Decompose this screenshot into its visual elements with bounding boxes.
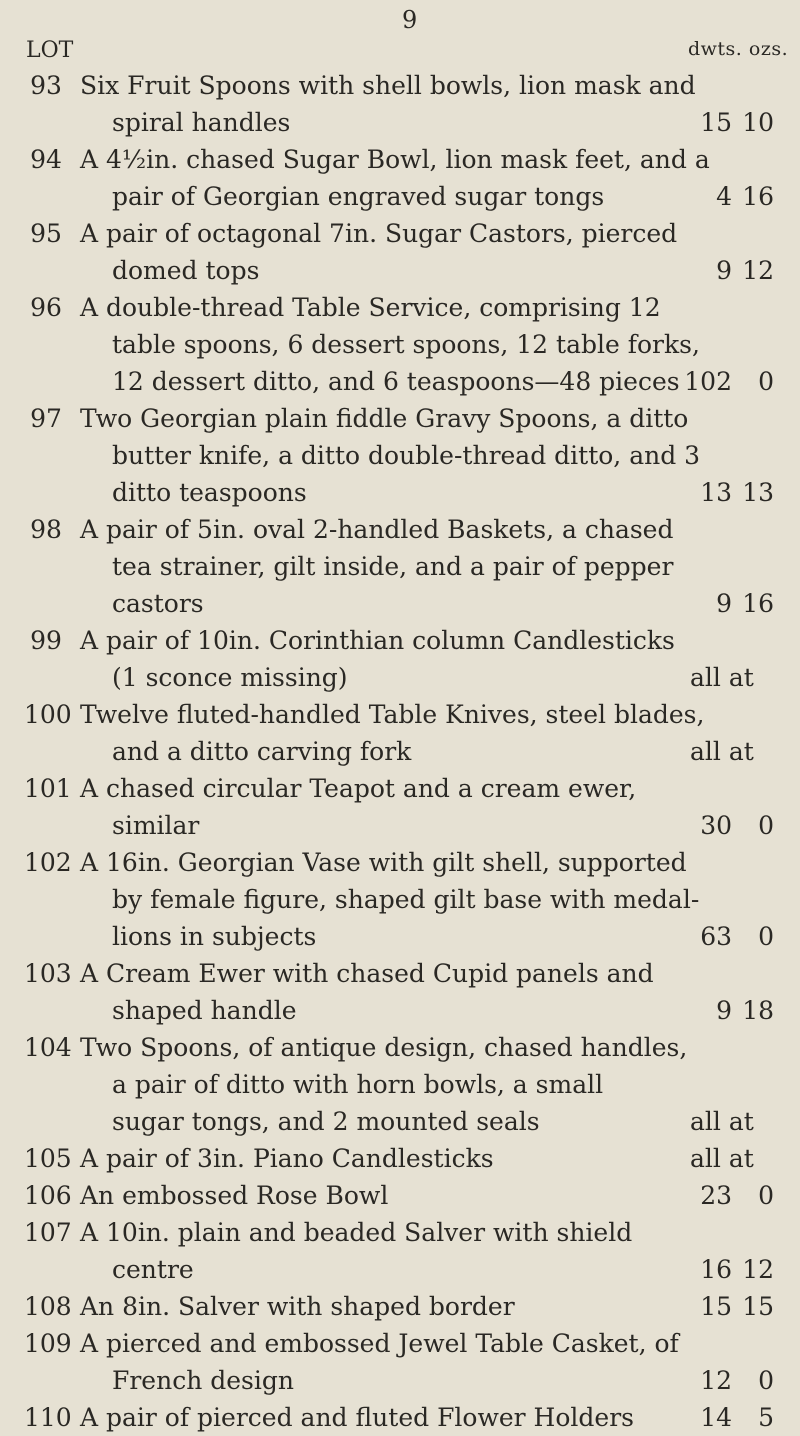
description-line: tea strainer, gilt inside, and a pair of pepper <box>112 552 674 581</box>
lot-column-header: LOT <box>26 38 74 63</box>
description-line: sugar tongs, and 2 mounted seals <box>112 1107 540 1136</box>
lot-description <box>80 400 701 511</box>
lot-description <box>80 511 676 622</box>
ozs-value: 16 <box>742 182 774 211</box>
lot-description <box>80 1177 676 1214</box>
description-line: An 8in. Salver with shaped border <box>80 1292 515 1321</box>
lot-number: 93 <box>30 71 62 100</box>
dwts-value: 14 <box>700 1403 732 1432</box>
lot-description <box>80 1399 676 1436</box>
dwts-value: 15 <box>700 1292 732 1321</box>
dwts-value: 12 <box>700 1366 732 1395</box>
lot-weight <box>684 252 794 289</box>
lot-number: 108 <box>24 1292 72 1321</box>
lot-number: 103 <box>24 959 72 988</box>
lot-description <box>80 141 710 215</box>
lot-weight <box>684 1251 794 1288</box>
ozs-value: 15 <box>742 1292 774 1321</box>
description-line: shaped handle <box>112 996 297 1025</box>
lot-number: 107 <box>24 1218 72 1247</box>
description-line: Six Fruit Spoons with shell bowls, lion mask and <box>80 71 696 100</box>
description-line: domed tops <box>112 256 260 285</box>
lot-number: 109 <box>24 1329 72 1358</box>
description-line: table spoons, 6 dessert spoons, 12 table forks, <box>112 330 700 359</box>
ozs-value: 12 <box>742 1255 774 1284</box>
lot-weight <box>684 474 794 511</box>
description-line: castors <box>112 589 204 618</box>
all-at-label: all at <box>690 1144 754 1173</box>
dwts-value: 9 <box>716 996 732 1025</box>
lot-weight <box>684 1103 794 1140</box>
description-line: A double-thread Table Service, comprising 12 <box>80 293 661 322</box>
page-number: 9 <box>402 6 418 34</box>
description-line: A pierced and embossed Jewel Table Casket, of <box>80 1329 679 1358</box>
lot-description <box>80 215 676 289</box>
description-line: 12 dessert ditto, and 6 teaspoons—48 pieces <box>112 367 680 396</box>
ozs-value: 16 <box>742 589 774 618</box>
lot-weight <box>684 363 794 400</box>
all-at-label: all at <box>690 737 754 766</box>
lot-weight <box>684 807 794 844</box>
description-line: A Cream Ewer with chased Cupid panels and <box>80 959 654 988</box>
description-line: A pair of octagonal 7in. Sugar Castors, pierced <box>80 219 678 248</box>
lot-weight <box>684 1177 794 1214</box>
lot-description <box>80 1214 676 1288</box>
lot-weight <box>684 1399 794 1436</box>
lot-description <box>80 844 700 955</box>
description-line: similar <box>112 811 200 840</box>
ozs-value: 0 <box>758 811 774 840</box>
description-line: A pair of 10in. Corinthian column Candlesticks <box>80 626 675 655</box>
ozs-value: 13 <box>742 478 774 507</box>
lot-number: 101 <box>24 774 72 803</box>
dwts-value: 102 <box>684 367 732 396</box>
description-line: centre <box>112 1255 194 1284</box>
lot-weight <box>684 1288 794 1325</box>
lot-number: 95 <box>30 219 62 248</box>
lot-description <box>80 955 676 1029</box>
lot-number: 100 <box>24 700 72 729</box>
weight-column-header: dwts. ozs. <box>688 38 789 60</box>
lot-description <box>80 67 696 141</box>
dwts-value: 9 <box>716 589 732 618</box>
description-line: a pair of ditto with horn bowls, a small <box>112 1070 604 1099</box>
description-line: An embossed Rose Bowl <box>80 1181 389 1210</box>
description-line: A pair of pierced and fluted Flower Holders <box>80 1403 634 1432</box>
lot-description <box>80 1288 676 1325</box>
lot-number: 94 <box>30 145 62 174</box>
lot-description <box>80 289 700 400</box>
all-at-label: all at <box>690 1107 754 1136</box>
ozs-value: 0 <box>758 922 774 951</box>
lot-description <box>80 1029 688 1140</box>
lot-number: 98 <box>30 515 62 544</box>
description-line: A 16in. Georgian Vase with gilt shell, supported <box>80 848 687 877</box>
lot-weight <box>684 1140 794 1177</box>
lot-description <box>80 770 676 844</box>
lot-number: 96 <box>30 293 62 322</box>
dwts-value: 63 <box>700 922 732 951</box>
description-line: Two Georgian plain fiddle Gravy Spoons, a ditto <box>80 404 689 433</box>
dwts-value: 23 <box>700 1181 732 1210</box>
description-line: ditto teaspoons <box>112 478 307 507</box>
lot-number: 97 <box>30 404 62 433</box>
description-line: and a ditto carving fork <box>112 737 412 766</box>
ozs-value: 0 <box>758 1181 774 1210</box>
lot-number: 106 <box>24 1181 72 1210</box>
description-line: lions in subjects <box>112 922 317 951</box>
description-line: by female figure, shaped gilt base with medal- <box>112 885 700 914</box>
lot-weight <box>684 104 794 141</box>
description-line: spiral handles <box>112 108 291 137</box>
lot-number: 110 <box>24 1403 72 1432</box>
ozs-value: 5 <box>758 1403 774 1432</box>
dwts-value: 4 <box>716 182 732 211</box>
all-at-label: all at <box>690 663 754 692</box>
ozs-value: 0 <box>758 367 774 396</box>
lot-number: 99 <box>30 626 62 655</box>
description-line: Two Spoons, of antique design, chased handles, <box>80 1033 688 1062</box>
lot-description <box>80 622 676 696</box>
description-line: pair of Georgian engraved sugar tongs <box>112 182 605 211</box>
lot-description <box>80 1140 676 1177</box>
ozs-value: 10 <box>742 108 774 137</box>
description-line: A pair of 5in. oval 2-handled Baskets, a chased <box>80 515 674 544</box>
lot-weight <box>684 992 794 1029</box>
dwts-value: 16 <box>700 1255 732 1284</box>
lot-weight <box>684 1362 794 1399</box>
dwts-value: 15 <box>700 108 732 137</box>
dwts-value: 13 <box>700 478 732 507</box>
lot-number: 104 <box>24 1033 72 1062</box>
description-line: A chased circular Teapot and a cream ewer, <box>80 774 637 803</box>
lot-weight <box>684 659 794 696</box>
description-line: A pair of 3in. Piano Candlesticks <box>80 1144 494 1173</box>
dwts-value: 30 <box>700 811 732 840</box>
lot-weight <box>684 178 794 215</box>
description-line: butter knife, a ditto double-thread ditto, and 3 <box>112 441 701 470</box>
lot-number: 102 <box>24 848 72 877</box>
description-line: Twelve fluted-handled Table Knives, steel blades, <box>80 700 705 729</box>
lot-number: 105 <box>24 1144 72 1173</box>
description-line: (1 sconce missing) <box>112 663 348 692</box>
ozs-value: 12 <box>742 256 774 285</box>
lot-weight <box>684 918 794 955</box>
lot-description <box>80 696 705 770</box>
ozs-value: 18 <box>742 996 774 1025</box>
description-line: A 10in. plain and beaded Salver with shield <box>80 1218 633 1247</box>
lot-weight <box>684 733 794 770</box>
description-line: A 4½in. chased Sugar Bowl, lion mask feet, and a <box>80 145 710 174</box>
description-line: French design <box>112 1366 294 1395</box>
ozs-value: 0 <box>758 1366 774 1395</box>
lot-weight <box>684 585 794 622</box>
dwts-value: 9 <box>716 256 732 285</box>
lot-description <box>80 1325 679 1399</box>
